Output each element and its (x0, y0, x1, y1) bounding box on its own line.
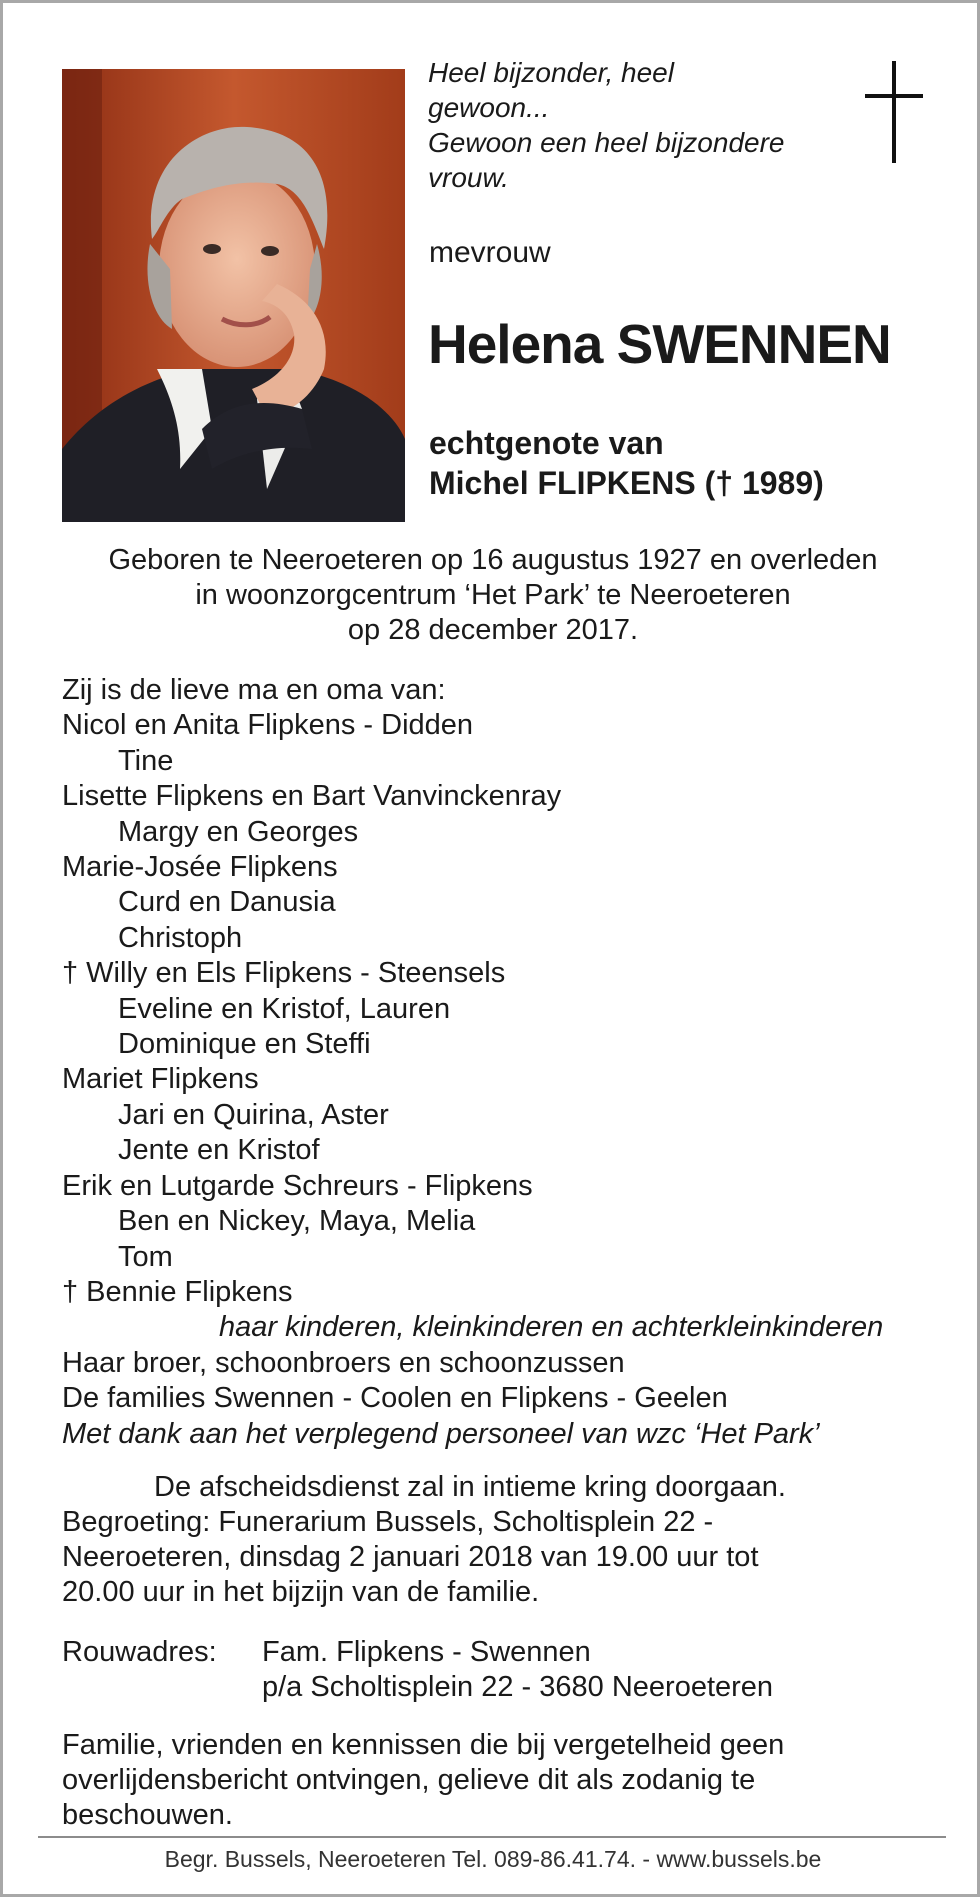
portrait-photo (62, 69, 405, 522)
family-child: Marie-Josée Flipkens (62, 851, 338, 884)
deceased-name: Helena SWENNEN (428, 313, 891, 375)
birth-death-statement (43, 543, 943, 648)
family-list (62, 673, 883, 1452)
family-relatives: Haar broer, schoonbroers en schoonzussen (62, 1346, 625, 1379)
family-grandchild: Jente en Kristof (118, 1134, 320, 1167)
family-child: † Bennie Flipkens (62, 1275, 293, 1308)
family-grandchild: Tine (118, 744, 174, 777)
notice-line: beschouwen. (62, 1799, 233, 1831)
birth-death-line: Geboren te Neeroeteren op 16 augustus 1927 en overleden (108, 544, 878, 576)
address-label: Rouwadres: (62, 1636, 217, 1668)
family-grandchild: Margy en Georges (118, 815, 359, 848)
cross-icon (865, 61, 923, 163)
family-intro: Zij is de lieve ma en oma van: (62, 674, 446, 706)
spouse-info (429, 423, 824, 503)
family-grandchild: Jari en Quirina, Aster (118, 1098, 389, 1131)
family-relatives: De families Swennen - Coolen en Flipkens - Geelen (62, 1382, 728, 1415)
family-grandchild: Ben en Nickey, Maya, Melia (118, 1205, 476, 1238)
family-child: Mariet Flipkens (62, 1063, 259, 1096)
footer-credits: Begr. Bussels, Neeroeteren Tel. 089-86.41.74. - www.bussels.be (164, 1846, 822, 1872)
address-line: Fam. Flipkens - Swennen (262, 1636, 591, 1668)
family-child: † Willy en Els Flipkens - Steensels (62, 957, 506, 990)
spouse-line: echtgenote van (429, 425, 664, 461)
family-grandchild: Curd en Danusia (118, 886, 336, 919)
family-child: Erik en Lutgarde Schreurs - Flipkens (62, 1169, 533, 1202)
family-grandchild: Dominique en Steffi (118, 1028, 371, 1061)
motto-line: gewoon... (428, 92, 550, 123)
motto-quote (428, 55, 848, 195)
birth-death-line: in woonzorgcentrum ‘Het Park’ te Neeroeteren (195, 579, 791, 611)
deceased-title: mevrouw (429, 236, 551, 269)
family-grandchild: Tom (118, 1240, 173, 1273)
service-line: De afscheidsdienst zal in intieme kring doorgaan. (154, 1471, 786, 1503)
family-child: Lisette Flipkens en Bart Vanvinckenray (62, 780, 562, 813)
mourning-address (62, 1635, 773, 1705)
birth-death-line: op 28 december 2017. (347, 614, 639, 646)
service-line: Begroeting: Funerarium Bussels, Scholtisplein 22 - (62, 1506, 714, 1538)
footer-divider (38, 1836, 946, 1838)
notice-line: Familie, vrienden en kennissen die bij vergetelheid geen (62, 1729, 785, 1761)
family-grandchild: Christoph (118, 921, 243, 954)
family-child: Nicol en Anita Flipkens - Didden (62, 709, 474, 742)
service-line: 20.00 uur in het bijzijn van de familie. (62, 1576, 540, 1608)
notice-text (62, 1728, 784, 1833)
motto-line: vrouw. (428, 162, 509, 193)
motto-line: Gewoon een heel bijzondere (428, 127, 785, 158)
notice-line: overlijdensbericht ontvingen, gelieve dit als zodanig te (62, 1764, 756, 1796)
thanks-note: Met dank aan het verplegend personeel van wzc ‘Het Park’ (62, 1417, 820, 1450)
family-grandchild: Eveline en Kristof, Lauren (118, 992, 451, 1025)
spouse-line: Michel FLIPKENS († 1989) (429, 465, 824, 501)
service-line: Neeroeteren, dinsdag 2 januari 2018 van 19.00 uur tot (62, 1541, 759, 1573)
address-line: p/a Scholtisplein 22 - 3680 Neeroeteren (262, 1671, 774, 1703)
service-info (62, 1470, 786, 1610)
motto-line: Heel bijzonder, heel (428, 57, 674, 88)
family-signature: haar kinderen, kleinkinderen en achterkleinkinderen (219, 1311, 884, 1344)
